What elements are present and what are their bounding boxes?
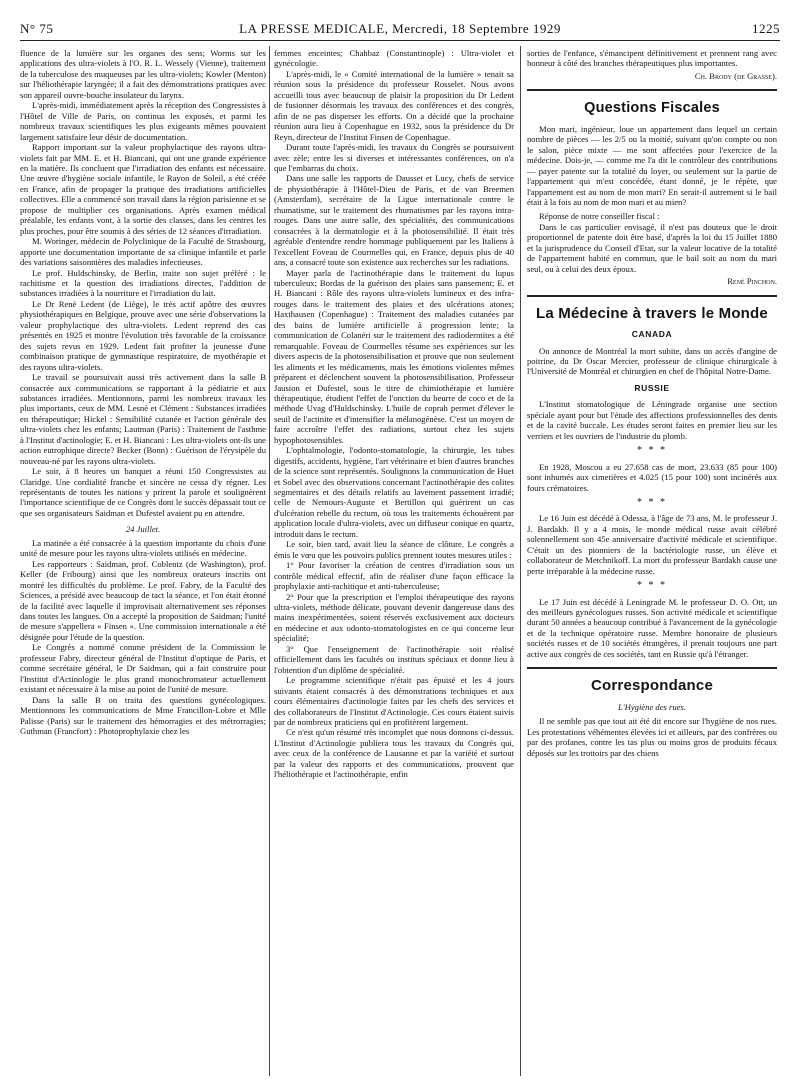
separator-stars: * * * <box>637 496 667 508</box>
paragraph: En 1928, Moscou a eu 27.658 cas de mort, 23.633 (85 pour 100) sont inhumés aux cimetières et 4.025 (15 pour 100) sont incinérés aux fours crématoires. <box>527 461 777 493</box>
paragraph: Le 17 Juin est décédé à Leningrade M. le professeur D. O. Ott, un des meilleurs gynécologues russes. Son activité médicale et scientifique durant 50 années a beaucoup contribué à l'avancement de la gynécologie et de la technique opératoire russe. Membre honoraire de plusieurs sociétés russes et de 10 sociétés étrangères, il prenait toujours une part active aux congrès de ces sociétés, tant en Russie qu'à l'étranger. <box>527 596 777 659</box>
paragraph: Mon mari, ingénieur, loue un appartement dans lequel un certain nombre de pièces — les 2/5 ou la moitié, suivant qu'on compte ou non le salon, pièce mixte — me sont affectées pour l'exercice de la médecine. Dois-je, — comme me l'a dit le contrôleur des contributions — payer patente sur la totalité du loyer, ou seulement sur la partie de l'appartement qui m'est concédée, étant donné, je le répète, que l'appartement est au nom de mon mari? En serait-il autrement si le bail était à la fois au nom de mon mari et au mien? <box>527 123 777 207</box>
paragraph: Le 16 Juin est décédé à Odessa, à l'âge de 73 ans, M. le professeur J. J. Bardakh. Il y a 4 mois, le monde médical russe avait célébré solennellement son 45e anniversaire d'activité médicale et scientifique. C'était un des pionniers de la bactériologie russe, un élève et collaborateur de Metchnikoff. La mort du professeur Bardakh cause une perte irréparable à la médecine russe. <box>527 513 777 576</box>
section-title-correspondance: Correspondance <box>591 677 713 695</box>
page-header <box>20 18 780 41</box>
paragraph: sorties de l'enfance, s'émancipent définitivement et prennent rang avec honneur à côté des branches thérapeutiques plus importantes. <box>527 48 777 69</box>
paragraph: Le Dr René Ledent (de Liège), le très actif apôtre des œuvres physiothérapiques en Belgique, prouve avec une série d'observations la valeur prophylactique des ultra-violets. Ledent reprend des cas présentés en 1925 et montre l'évolution très favorable de la croissance des sujets revus en 1929. Ledent fait profiter la jeunesse d'une combinaison pratique de gymnastique respiratoire, de myothérapie et des rayons ultra-violets. <box>20 298 266 372</box>
paragraph: femmes enceintes; Chahbaz (Constantinople) : Ultra-violet et gynécologie. <box>274 48 514 69</box>
section-title-questions-fiscales: Questions Fiscales <box>584 100 720 117</box>
paragraph: Il ne semble pas que tout ait été dit encore sur l'hygiène de nos rues. Les protestations véhémentes élevées ici et ailleurs, par des confrères ou par des profanes, contre les tas plus ou moins gros de produits fécaux déposés sur les trottoirs par des chiens <box>527 716 777 758</box>
paragraph: Le prof. Huldschinsky, de Berlin, traite son sujet préféré : le rachitisme et la question des irradiations directes, l'addition de substances irradiées à la nourriture et l'irradiation du lait. <box>20 267 266 299</box>
signature: Ch. Brody (de Grasse). <box>694 70 777 81</box>
paragraph: La matinée a été consacrée à la question importante du choix d'une unité de mesure pour les rayons ultra-violets utilisés en médecine. <box>20 537 266 559</box>
paragraph: Dans la salle B on traita des questions gynécologiques. Mentionnons les communications de Mme Francillon-Lobre et Mlle Palisse (Paris) sur le traitement des hémorragies et des métrorragies; Guthman (Francfort) : Photoprophylaxie chez les <box>20 694 266 736</box>
paragraph: Dans le cas particulier envisagé, il n'est pas douteux que le droit proportionnel de patente doit être basé, d'après la loi du 15 Juillet 1880 et la jurisprudence du Conseil d'Etat, sur la valeur locative de la totalité de l'appartement habité en commun, que le bail soit au nom du mari seul, ou à celui des deux époux. <box>527 221 777 274</box>
paragraph: Durant toute l'après-midi, les travaux du Congrès se poursuivent avec zèle; entre les si diverses et intéressantes conférences, on n'a que l'embarras du choix. <box>274 142 514 173</box>
subsection-title: L'Hygiène des rues. <box>618 701 686 712</box>
paragraph: L'après-midi, le « Comité international de la lumière » tenait sa réunion sous la présidence du professeur Rosselet. Nous avons accueilli tous avec beaucoup de plaisir la proposition du Dr Ledent de fusionner désormais les travaux des conférences et des congrès, afin de ne pas disperser les efforts. On a décidé que la prochaine réunion aura lieu à Copenhague en 1932, sous la présidence du Dr Reyn, directeur de l'Institut Finsen de Copenhague. <box>274 68 514 142</box>
section-title-medecine-monde: La Médecine à travers le Monde <box>536 304 768 322</box>
paragraph: 2° Pour que la prescription et l'emploi thérapeutique des rayons ultra-violets, méthode délicate, pouvant devenir dangereuse dans des mains inexpérimentées, soient réservés exclusivement aux docteurs en médecine et aux odonto-stomatologistes en ce qui concerne leur spécialité; <box>274 591 514 644</box>
signature: René Pinchon. <box>727 276 777 287</box>
paragraph: L'après-midi, immédiatement après la réception des Congressistes à l'Hôtel de Ville de Paris, on continua les exposés, et parmi les nombreux travaux scientifiques les plus exigeants mêmes pouvaient largement satisfaire leur désir de documentation. <box>20 100 266 142</box>
column-1 <box>20 48 266 1076</box>
paragraph: M. Woringer, médecin de Polyclinique de la Faculté de Strasbourg, apporte une documentation importante de sa clinique infantile et parle des variations saisonnières des maladies infectieuses. <box>20 236 266 268</box>
paragraph: fluence de la lumière sur les organes des sens; Worms sur les applications des ultra-violets à l'O. R. L. Wessely (Vienne), traitement de la tuberculose des muqueuses par les ultra-violets; Kowler (Menton) sur l'héliothérapie laryngée; il a fait des démonstrations pratiques avec son appareil ouvre-bouche insolateur du larynx. <box>20 48 266 100</box>
page-number: 1225 <box>752 21 780 36</box>
paragraph: L'Institut stomatologique de Léningrade organise une section spéciale ayant pour but l'étude des affections professionnelles des dents et de la cavité buccale. Les études seront faites en premier lieu sur les verriers et les ouvriers de l'industrie du plomb. <box>527 399 777 441</box>
paragraph: 1° Pour favoriser la création de centres d'irradiation sous un contrôle médical effectif, afin de réaliser d'une façon efficace la prophylaxie anti-rachitique et anti-tuberculeuse; <box>274 560 514 592</box>
paragraph: Mayer parla de l'actinothérapie dans le traitement du lupus tuberculeux; Bordas de la guérison des plaies sans pansement; E. et H. Biancani : Rôle des rayons ultra-violets lumineux et des infra-rouges dans le traitement des plaies et des ulcérations atones; Haxthausen (Copenhague) : Traitement des maladies cutanées par des bains de lumière artificielle à progression lente; la communication de Colanéri sur le traitement des radiodermites a été remarquable. Foveau de Courmelles résume ses expériences sur les divers aspects de la photosensibilisation et prouve que non seulement les aliments et les médicaments, mais les émotions violentes mêmes préparent et déclenchent souvent la photosensibilisation. Professeur Jausion et Dufestel, sous le titre de chimiothérapie et lumière thérapeutique, étudient l'effet de l'onction du beurre de coco et de la méthode Uvag d'Huldschinsky. L'huile de coprah permet d'élever le seuil de l'actinite et d'intensifier la mélanogénèse. C'est un moyen de faire accroître l'effet des radiations, surtout chez les sujets hypophotosensibles. <box>274 267 514 445</box>
column-divider <box>520 46 521 1076</box>
column-2 <box>274 48 514 1076</box>
paragraph: Le soir, bien tard, avait lieu la séance de clôture. Le congrès a émis le vœu que les pouvoirs publics prennent toutes mesures utiles : <box>274 539 514 560</box>
column-3 <box>527 48 777 1076</box>
separator-stars: * * * <box>637 580 667 592</box>
paragraph: On annonce de Montréal la mort subite, dans un accès d'angine de poitrine, du Dr Oscar Mercier, professeur de clinique chirurgicale à l'Université de Montréal et chirurgien en chef de l'hôpital Notre-Dame. <box>527 345 777 377</box>
reply-label: Réponse de notre conseiller fiscal : <box>539 211 660 222</box>
paragraph: L'ophtalmologie, l'odonto-stomatologie, la chirurgie, les tubes digestifs, accidents, hygiène, l'art vétérinaire et bien d'autres branches de la science sont représentés. Soulignons la communication de Huet et Sobel avec des observations concernant l'actinothérapie des colites segmentaires et des détails relatifs au lavement passement irradié; celle de Nemours-Auguste et Bertillon qui guérirent un cas d'ulcération rebelle du rectum, où tous les traitements échouèrent par application locale d'ultra-violets, avec un diffuseur conique en quartz, introduit dans le rectum. <box>274 445 514 539</box>
paragraph: 3° Que l'enseignement de l'actinothérapie soit réalisé officiellement dans les facultés ou instituts spéciaux et donne lieu à l'obtention d'un diplôme de spécialité. <box>274 643 514 675</box>
section-rule <box>527 667 777 669</box>
section-rule <box>527 295 777 297</box>
section-rule <box>527 89 777 91</box>
paragraph: Dans une salle les rapports de Dausset et Lucy, chefs de service de physiothérapie à l'Hôtel-Dieu de Paris, et de van Breemen (Amsterdam), secrétaire de la Ligue internationale contre le rhumatisme, sur le traitement des rhumatismes par les rayons intra-rouges. Dans une autre salle, des spécialités, des communications consacrées à la dermatologie et à la photosensibilité. Il était très agréable d'entendre rendre hommage publiquement par les Italiens à l'excellent Foveau de Courmelles qui, en France, depuis plus de 40 ans, a consacré toute son existence aux recherches sur les radiations. <box>274 173 514 268</box>
column-divider <box>269 46 270 1076</box>
date-heading: 24 Juillet. <box>125 524 161 535</box>
paragraph: Le travail se poursuivait aussi très activement dans la salle B consacrée aux communications se rapportant à la pédiatrie et aux substances irradiées. Mentionnons, parmi les nombreux travaux les plus importants, ceux de MM. Lesné et Clément : Substances irradiées en thérapeutique; Hickel : Sensibilité cutanée et l'action générale des ultra-violets chez les enfants; Lautman (Paris) : Traitement de l'asthme à l'Institut d'actinologie; E. et H. Biancani : Les ultra-violets ont-ils une action eutrophique directe? Becker (Bonn) : Guérison de l'érysipèle du nouveau-né par les rayons ultra-violets. <box>20 372 266 466</box>
paragraph: Le soir, à 8 heures un banquet a réuni 150 Congressistes au Claridge. Une cordialité franche et sincère ne cessa d'y régner. Les représentants de toutes les nations y prirent la parole et soulignèrent l'importance scientifique de ce Congrès dont le succès dépassait tout ce que ses organisateurs Saidman et Dufestel avaient pu en attendre. <box>20 466 266 518</box>
country-heading-canada: CANADA <box>631 329 673 340</box>
paragraph: Ce n'est qu'un résumé très incomplet que nous donnons ci-dessus. L'Institut d'Actinologie publiera tous les travaux du Congrès qui, avec ceux de la conférence de Lausanne et par la variété et surtout par la valeur des rapports et des communications, prouvent que l'héliothérapie et l'actinothérapie, enfin <box>274 727 514 780</box>
paragraph: Le Congrès a nommé comme président de la Commission le professeur Fabry, directeur général de l'Institut d'optique de Paris, et comme secrétaire général, le Dr Saidman, qui a fait construire pour l'Institut d'Actinologie le plus grand monochromateur actuellement existant et nécessaire à la mise au point de l'unité de mesure. <box>20 642 266 695</box>
paragraph: Rapport important sur la valeur prophylactique des rayons ultra-violets fait par MM. E. et H. Biancani, qui ont une grande expérience en la matière. Ils concluent que l'irradiation des enfants est nécessaire. Une œuvre d'hygiène sociale infantile, le Rayon de Soleil, a été créée en France, afin de propager la pratique des irradiations artificielles collectives. Elle a commencé son travail dans la région parisienne et se propose de multiplier ces organisations. Après examen médical préalable, les enfants vont, à la sortie des classes, dans les centres les plus proches, pour être soumis à des séries de 12 séances d'irradiation. <box>20 142 266 236</box>
country-heading-russie: RUSSIE <box>634 382 670 393</box>
paragraph: Les rapporteurs : Saidman, prof. Coblentz (de Washington), prof. Keller (de Fribourg) ainsi que les nombreux orateurs inscrits ont montré les difficultés du problème. Le prof. Fabry, de la Faculté des Sciences, a présidé avec beaucoup de tact la séance, et l'on était étonné de la facilité avec laquelle il improvisait alternativement ses réponses dans toutes les langues. On a accepté la proposition de Saidman; l'unité de mesure s'appellera « Finsen ». Une commission internationale a été désignée pour l'étude de la question. <box>20 558 266 642</box>
issue-number: N° 75 <box>20 21 54 36</box>
paragraph: Le programme scientifique n'était pas épuisé et les 4 jours suivants étaient consacrés à des démonstrations techniques et aux cours élémentaires d'actinologie faites par les chefs des services et des collaborateurs de l'Institut d'Actinologie. Ces cours étaient suivis par de nombreux praticiens qui en profitèrent largement. <box>274 675 514 727</box>
journal-title: LA PRESSE MEDICALE, Mercredi, 18 Septembre 1929 <box>239 21 561 36</box>
separator-stars: * * * <box>637 445 667 457</box>
